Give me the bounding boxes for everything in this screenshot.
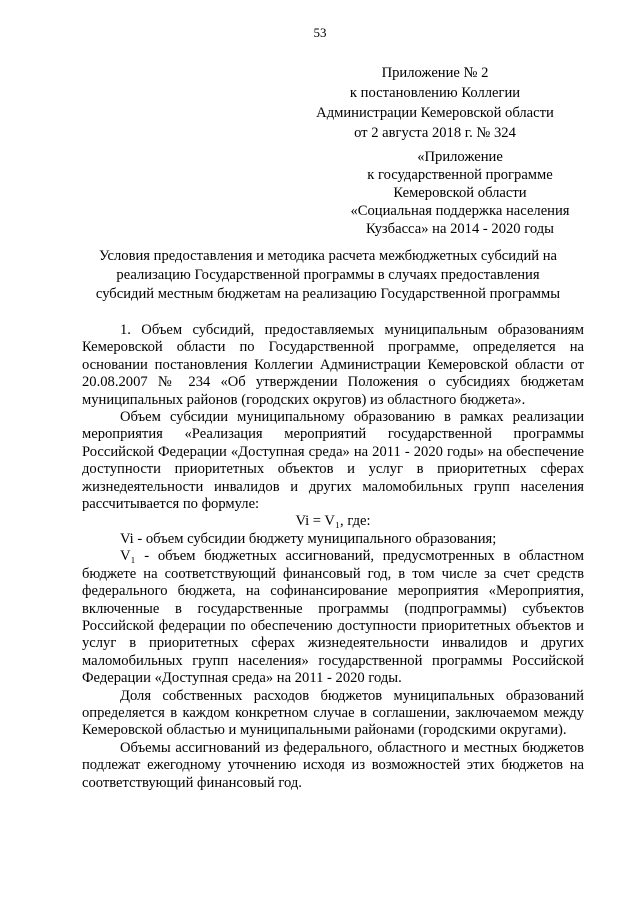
paragraph: 1. Объем субсидий, предоставляемых муниципальным образованиям Кемеровской области по Государственной программе, определяется на основании постановления Коллегии Администрации Кемеровской области от 20.08.2007 № 234 «Об утверждении Положения о субсидиях бюджетам муниципальных районов (городских округов) из областного бюджета».	[82, 322, 584, 408]
program-appendix-line: Кузбасса» на 2014 - 2020 годы	[365, 221, 554, 237]
appendix-line: Администрации Кемеровской области	[316, 105, 554, 121]
title-line: субсидий местным бюджетам на реализацию Государственной программы	[95, 286, 561, 302]
appendix-header	[300, 63, 570, 143]
paragraph: Объемы ассигнований из федерального, областного и местных бюджетов подлежат ежегодному уточнению исходя из возможностей этих бюджетов на соответствующий финансовый год.	[82, 739, 584, 791]
paragraph: V₁ - объем бюджетных ассигнований, предусмотренных в областном бюджете на соответствующий финансовый год, в том числе за счет средств федерального бюджета, на софинансирование мероприятия «Мероприятия, включенные в государственные программы (подпрограммы) субъектов Российской федерации по обеспечению доступности приоритетных объектов и услуг в приоритетных сферах жизнедеятельности инвалидов и других маломобильных групп населения» государственной программы Российской Федерации «Доступная среда» на 2011 - 2020 годы.	[82, 548, 584, 687]
appendix-line: Приложение № 2	[381, 65, 489, 81]
program-appendix-line: Кемеровской области	[393, 185, 527, 201]
program-appendix-header	[340, 148, 580, 238]
paragraph: Доля собственных расходов бюджетов муниципальных образований определяется в каждом конкретном случае в соглашении, заключаемом между Кемеровской областью и муниципальными районами (городскими округами).	[82, 687, 584, 739]
title-line: Условия предоставления и методика расчета межбюджетных субсидий на	[98, 248, 558, 264]
appendix-line: от 2 августа 2018 г. № 324	[354, 125, 516, 141]
document-title	[60, 247, 596, 304]
document-body	[82, 322, 584, 792]
title-line: реализацию Государственной программы в случаях предоставления	[116, 267, 540, 283]
page-number: 53	[313, 25, 327, 40]
program-appendix-line: «Социальная поддержка населения	[350, 203, 570, 219]
paragraph: Объем субсидии муниципальному образованию в рамках реализации мероприятия «Реализация мероприятий государственной программы Российской Федерации «Доступная среда» на 2011 - 2020 годы» на обеспечение доступности приоритетных объектов и услуг в приоритетных сферах жизнедеятельности инвалидов и других маломобильных групп населения рассчитывается по формуле:	[82, 409, 584, 513]
formula: Vi = V₁, где:	[295, 513, 371, 530]
program-appendix-line: к государственной программе	[367, 167, 553, 183]
paragraph: Vi - объем субсидии бюджету муниципального образования;	[120, 530, 497, 547]
appendix-line: к постановлению Коллегии	[349, 85, 521, 101]
program-appendix-line: «Приложение	[417, 149, 503, 165]
